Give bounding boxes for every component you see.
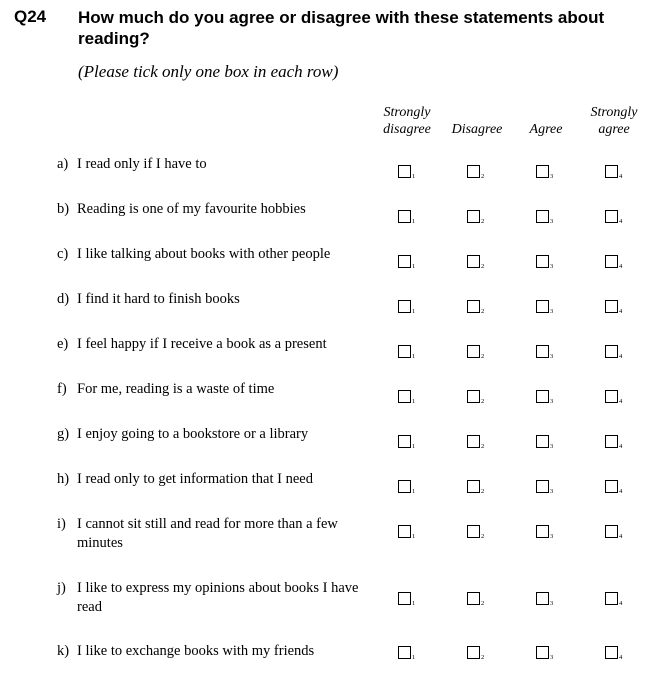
response-code: 4 (619, 353, 623, 360)
tick-box[interactable] (398, 345, 411, 358)
statement-letter: k) (57, 643, 70, 659)
column-header-line1: Strongly (590, 105, 638, 120)
response-code: 4 (619, 263, 623, 270)
tick-box[interactable] (536, 592, 549, 605)
tick-box[interactable] (398, 480, 411, 493)
response-code: 4 (619, 654, 623, 661)
statement-letter: d) (57, 291, 70, 307)
tick-box[interactable] (398, 592, 411, 605)
tick-box[interactable] (605, 165, 618, 178)
response-code: 3 (550, 654, 554, 661)
response-code: 1 (412, 218, 416, 225)
tick-box[interactable] (605, 390, 618, 403)
tick-box[interactable] (467, 210, 480, 223)
response-code: 1 (412, 533, 416, 540)
response-code: 3 (550, 600, 554, 607)
response-code: 1 (412, 600, 416, 607)
tick-box[interactable] (398, 525, 411, 538)
statement-letter: j) (57, 580, 66, 596)
tick-box[interactable] (536, 345, 549, 358)
tick-box[interactable] (467, 390, 480, 403)
tick-box[interactable] (605, 592, 618, 605)
statement-text: I cannot sit still and read for more than a few minutes (77, 516, 338, 551)
tick-box[interactable] (536, 646, 549, 659)
column-header-line2: Agree (529, 122, 563, 137)
tick-box[interactable] (398, 390, 411, 403)
tick-box[interactable] (536, 525, 549, 538)
response-code: 4 (619, 218, 623, 225)
response-code: 1 (412, 488, 416, 495)
response-code: 1 (412, 263, 416, 270)
statement-letter: g) (57, 426, 70, 442)
response-code: 2 (481, 533, 485, 540)
response-code: 2 (481, 443, 485, 450)
response-code: 3 (550, 308, 554, 315)
question-text: How much do you agree or disagree with these statements about reading? (78, 8, 605, 48)
statement-text: I feel happy if I receive a book as a present (77, 336, 327, 352)
response-code: 1 (412, 398, 416, 405)
statement-text: I read only if I have to (77, 156, 207, 172)
statement-letter: i) (57, 516, 66, 532)
tick-box[interactable] (398, 165, 411, 178)
tick-box[interactable] (605, 210, 618, 223)
response-code: 2 (481, 308, 485, 315)
response-code: 2 (481, 173, 485, 180)
tick-box[interactable] (398, 210, 411, 223)
response-code: 3 (550, 218, 554, 225)
column-header-line1: Strongly (383, 105, 431, 120)
response-code: 1 (412, 173, 416, 180)
response-code: 4 (619, 600, 623, 607)
response-code: 1 (412, 353, 416, 360)
tick-box[interactable] (536, 390, 549, 403)
tick-box[interactable] (398, 300, 411, 313)
tick-box[interactable] (467, 480, 480, 493)
tick-box[interactable] (467, 435, 480, 448)
tick-box[interactable] (467, 165, 480, 178)
tick-box[interactable] (467, 345, 480, 358)
column-header-line2: disagree (383, 122, 431, 137)
response-code: 2 (481, 353, 485, 360)
tick-box[interactable] (536, 255, 549, 268)
statement-text: I like to express my opinions about books I have read (77, 580, 359, 615)
tick-box[interactable] (605, 525, 618, 538)
question-instruction: (Please tick only one box in each row) (78, 62, 339, 81)
tick-box[interactable] (605, 300, 618, 313)
response-code: 4 (619, 398, 623, 405)
tick-box[interactable] (536, 210, 549, 223)
statement-letter: e) (57, 336, 69, 352)
question-number: Q24 (14, 7, 47, 26)
tick-box[interactable] (467, 592, 480, 605)
statement-letter: c) (57, 246, 69, 262)
tick-box[interactable] (536, 435, 549, 448)
response-code: 4 (619, 173, 623, 180)
response-code: 2 (481, 263, 485, 270)
response-code: 4 (619, 443, 623, 450)
tick-box[interactable] (398, 646, 411, 659)
response-code: 3 (550, 263, 554, 270)
response-code: 2 (481, 488, 485, 495)
tick-box[interactable] (536, 165, 549, 178)
tick-box[interactable] (467, 525, 480, 538)
tick-box[interactable] (398, 255, 411, 268)
column-header-line2: Disagree (451, 122, 503, 137)
response-code: 3 (550, 488, 554, 495)
statement-text: I like to exchange books with my friends (77, 643, 315, 659)
statement-letter: b) (57, 201, 70, 217)
statement-text: I enjoy going to a bookstore or a library (77, 426, 309, 442)
response-code: 3 (550, 443, 554, 450)
statement-letter: f) (57, 381, 67, 397)
response-code: 3 (550, 173, 554, 180)
tick-box[interactable] (605, 255, 618, 268)
tick-box[interactable] (605, 345, 618, 358)
response-code: 1 (412, 308, 416, 315)
statement-text: I like talking about books with other people (77, 246, 331, 262)
tick-box[interactable] (605, 480, 618, 493)
response-code: 4 (619, 488, 623, 495)
response-code: 3 (550, 533, 554, 540)
response-code: 4 (619, 533, 623, 540)
tick-box[interactable] (398, 435, 411, 448)
statement-text: I find it hard to finish books (77, 291, 240, 307)
column-header-line2: agree (598, 122, 630, 137)
statement-text: I read only to get information that I need (77, 471, 313, 487)
tick-box[interactable] (536, 300, 549, 313)
tick-box[interactable] (467, 646, 480, 659)
response-code: 1 (412, 654, 416, 661)
statement-letter: a) (57, 156, 69, 172)
tick-box[interactable] (605, 646, 618, 659)
response-code: 2 (481, 218, 485, 225)
tick-box[interactable] (536, 480, 549, 493)
response-code: 4 (619, 308, 623, 315)
column-header-strongly-agree (569, 104, 652, 138)
tick-box[interactable] (467, 255, 480, 268)
statement-letter: h) (57, 471, 70, 487)
statement-text: For me, reading is a waste of time (77, 381, 275, 397)
tick-box[interactable] (605, 435, 618, 448)
response-code: 1 (412, 443, 416, 450)
statement-text: Reading is one of my favourite hobbies (77, 201, 306, 217)
tick-box[interactable] (467, 300, 480, 313)
response-code: 2 (481, 654, 485, 661)
response-code: 3 (550, 353, 554, 360)
response-code: 2 (481, 398, 485, 405)
response-code: 3 (550, 398, 554, 405)
response-code: 2 (481, 600, 485, 607)
